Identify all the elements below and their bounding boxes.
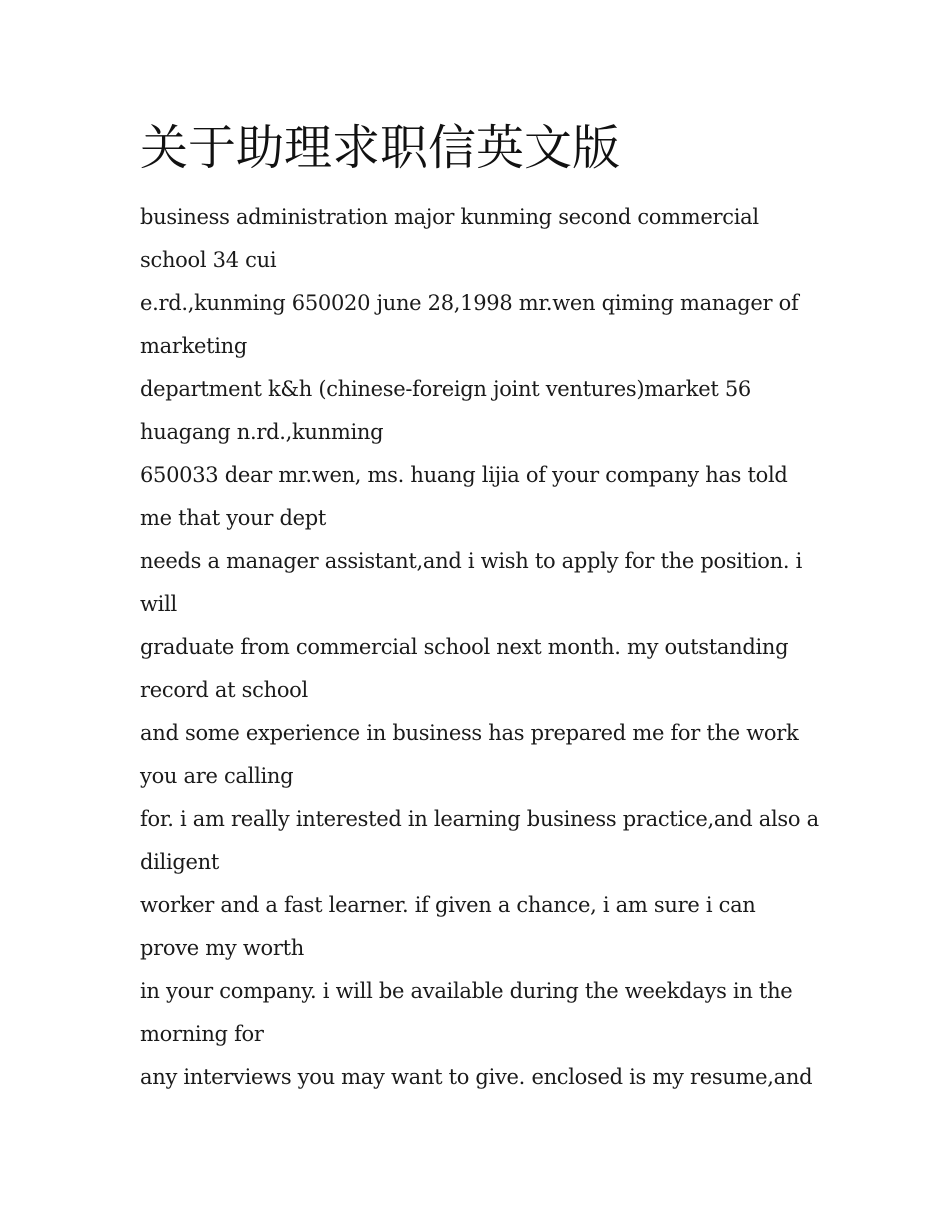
body-paragraph: worker and a fast learner. if given a chance, i am sure i can prove my worth <box>140 893 756 960</box>
body-paragraph: department k&h (chinese-foreign joint ventures)market 56 huagang n.rd.,kunming <box>140 377 751 444</box>
body-paragraph: and some experience in business has prepared me for the work you are calling <box>140 721 799 788</box>
document-content <box>140 112 820 1099</box>
body-paragraph: needs a manager assistant,and i wish to apply for the position. i will <box>140 549 803 616</box>
body-paragraph: 650033 dear mr.wen, ms. huang lijia of your company has told me that your dept <box>140 463 788 530</box>
body-paragraph: any interviews you may want to give. enclosed is my resume,and <box>140 1065 813 1089</box>
body-paragraph: graduate from commercial school next month. my outstanding record at school <box>140 635 789 702</box>
body-paragraph: business administration major kunming second commercial school 34 cui <box>140 205 759 272</box>
body-paragraph: in your company. i will be available during the weekdays in the morning for <box>140 979 793 1046</box>
body-paragraph: for. i am really interested in learning business practice,and also a diligent <box>140 807 819 874</box>
document-body <box>140 196 820 1099</box>
document-title: 关于助理求职信英文版 <box>140 120 621 176</box>
body-paragraph: e.rd.,kunming 650020 june 28,1998 mr.wen qiming manager of marketing <box>140 291 799 358</box>
